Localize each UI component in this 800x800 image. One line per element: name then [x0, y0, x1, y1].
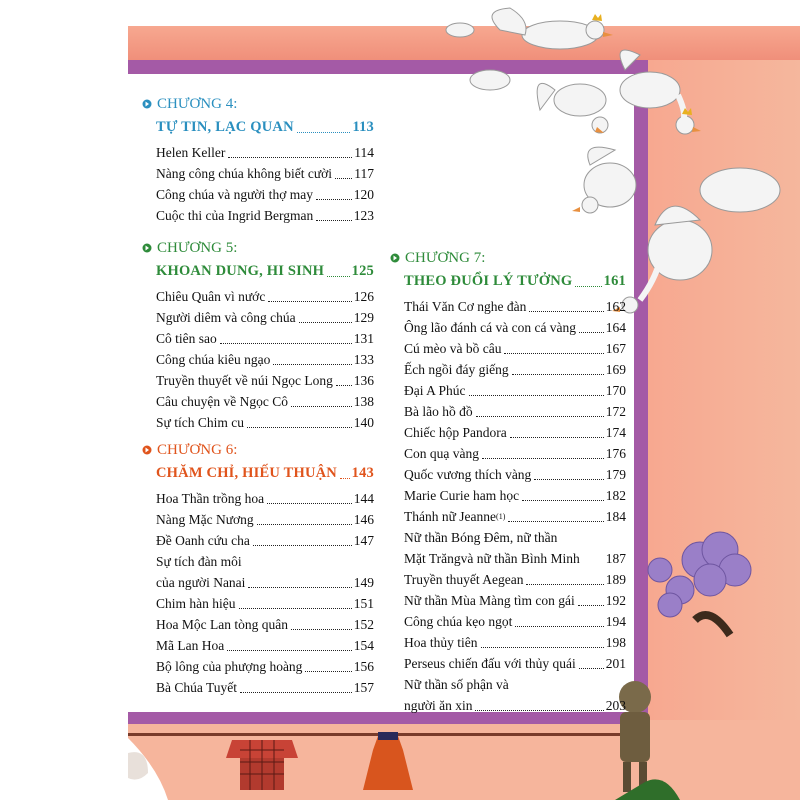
chapter-page: 113	[352, 119, 374, 135]
entry-title: Ông lão đánh cá và con cá vàng	[404, 320, 577, 335]
toc-entry	[156, 307, 374, 328]
toc-entry	[156, 205, 374, 226]
entry-page: 129	[353, 310, 374, 325]
toc-entry	[156, 163, 374, 184]
toc-entry	[404, 443, 626, 464]
entry-page: 131	[353, 331, 374, 346]
toc-entry	[156, 551, 374, 593]
entry-page: 169	[605, 362, 626, 377]
toc-entry	[404, 338, 626, 359]
entry-title: Cuộc thi của Ingrid Bergman	[156, 208, 314, 223]
chapter-7-title	[404, 271, 626, 292]
entry-title: Nữ thần Mùa Màng tìm con gái	[404, 593, 575, 608]
chapter-5	[142, 238, 374, 433]
entry-page: 172	[605, 404, 626, 419]
entry-page: 156	[353, 659, 374, 674]
toc-entry	[156, 349, 374, 370]
entry-title-line2: của người Nanai	[156, 575, 246, 590]
entry-page: 203	[605, 698, 626, 713]
bullet-arrow-icon	[142, 243, 152, 253]
entry-title: Chiếc hộp Pandora	[404, 425, 507, 440]
entry-title: Mã Lan Hoa	[156, 638, 225, 653]
entry-page: 136	[353, 373, 374, 388]
entry-title: Câu chuyện về Ngọc Cô	[156, 394, 288, 409]
entry-page: 114	[354, 145, 374, 160]
bullet-arrow-icon	[142, 445, 152, 455]
toc-entry	[404, 296, 626, 317]
entry-page: 123	[353, 208, 374, 223]
entry-title-line2: người ăn xin	[404, 698, 473, 713]
toc-entry	[404, 653, 626, 674]
toc-entry	[404, 569, 626, 590]
toc-entry	[156, 488, 374, 509]
chapter-page: 125	[351, 263, 374, 279]
entry-page: 198	[605, 635, 626, 650]
entry-page: 140	[353, 415, 374, 430]
toc-entry	[156, 677, 374, 698]
toc-entry	[404, 422, 626, 443]
entry-page: 184	[605, 509, 626, 524]
entry-title: Đề Oanh cứu cha	[156, 533, 250, 548]
toc-entry	[404, 359, 626, 380]
entry-page: 192	[605, 593, 626, 608]
toc-entry	[404, 401, 626, 422]
entry-page: 194	[605, 614, 626, 629]
entry-page: 167	[605, 341, 626, 356]
chapter-5-number: CHƯƠNG 5:	[157, 240, 238, 256]
entry-title: Bà lão hồ đồ	[404, 404, 473, 419]
toc-entry	[156, 530, 374, 551]
entry-title: Quốc vương thích vàng	[404, 467, 532, 482]
entry-title: Marie Curie ham học	[404, 488, 520, 503]
toc-entry	[404, 485, 626, 506]
entry-page: 157	[353, 680, 374, 695]
toc-entry	[404, 506, 626, 527]
entry-title: Ếch ngồi đáy giếng	[404, 362, 509, 377]
toc-entry	[156, 509, 374, 530]
entry-title: Con quạ vàng	[404, 446, 479, 461]
entry-title: Cô tiên sao	[156, 331, 217, 346]
chapter-4-heading	[142, 94, 374, 114]
entry-title: Chim hàn hiệu	[156, 596, 236, 611]
toc-entry	[404, 317, 626, 338]
entry-title: Hoa Mộc Lan tòng quân	[156, 617, 288, 632]
chapter-7-heading	[390, 248, 626, 268]
laundry-illustration	[128, 728, 648, 800]
entry-title: Thánh nữ Jeanne	[404, 509, 497, 524]
chapter-7	[390, 248, 626, 716]
chapter-4	[142, 94, 374, 226]
entry-page: 120	[353, 187, 374, 202]
toc-entry	[404, 380, 626, 401]
entry-page: 174	[605, 425, 626, 440]
entry-title: Sự tích Chim cu	[156, 415, 244, 430]
entry-title: Helen Keller	[156, 145, 226, 160]
toc-entry	[404, 674, 626, 716]
chapter-title-text: CHĂM CHỈ, HIẾU THUẬN	[156, 465, 337, 481]
entry-page: 170	[605, 383, 626, 398]
chapter-5-title	[156, 261, 374, 282]
chapter-title-text: THEO ĐUỔI LÝ TƯỞNG	[404, 273, 573, 289]
entry-title: Bà Chúa Tuyết	[156, 680, 238, 695]
entry-title: Hoa Thần trồng hoa	[156, 491, 265, 506]
chapter-4-title	[156, 117, 374, 138]
entry-title: Bộ lông của phượng hoàng	[156, 659, 303, 674]
chapter-6	[142, 440, 374, 698]
entry-page: 146	[353, 512, 374, 527]
chapter-title-text: TỰ TIN, LẠC QUAN	[156, 119, 294, 135]
entry-title: Công chúa kẹo ngọt	[404, 614, 513, 629]
toc-entry	[156, 656, 374, 677]
entry-page: 151	[353, 596, 374, 611]
toc-entry	[156, 328, 374, 349]
bullet-arrow-icon	[390, 253, 400, 263]
toc-entry	[156, 370, 374, 391]
entry-page: 189	[605, 572, 626, 587]
entry-title: Nàng Mặc Nương	[156, 512, 254, 527]
toc-entry	[156, 614, 374, 635]
flowers-illustration	[640, 510, 800, 650]
toc-entry	[156, 412, 374, 433]
chapter-page: 161	[603, 273, 626, 289]
entry-page: 182	[605, 488, 626, 503]
entry-page: 152	[353, 617, 374, 632]
toc-entry	[404, 632, 626, 653]
entry-title: Nàng công chúa không biết cười	[156, 166, 333, 181]
entry-page: 147	[353, 533, 374, 548]
chapter-7-number: CHƯƠNG 7:	[405, 250, 486, 266]
toc-entry	[156, 593, 374, 614]
bullet-arrow-icon	[142, 99, 152, 109]
entry-title: Sự tích đàn môi	[156, 554, 242, 569]
chapter-title-text: KHOAN DUNG, HI SINH	[156, 263, 325, 279]
footnote-marker: (1)	[496, 512, 506, 521]
toc-entry	[404, 527, 626, 569]
entry-page: 187	[605, 551, 626, 566]
entry-title: Truyền thuyết về núi Ngọc Long	[156, 373, 333, 388]
toc-entry	[156, 635, 374, 656]
entry-title: Người diêm và công chúa	[156, 310, 296, 325]
toc-entry	[404, 590, 626, 611]
entry-page: 176	[605, 446, 626, 461]
entry-page: 179	[605, 467, 626, 482]
chapter-5-heading	[142, 238, 374, 258]
entry-title: Công chúa kiêu ngạo	[156, 352, 271, 367]
entry-title: Hoa thủy tiên	[404, 635, 478, 650]
entry-title: Chiêu Quân vì nước	[156, 289, 266, 304]
toc-entry	[156, 142, 374, 163]
entry-title-line2: Mặt Trăngvà nữ thần Bình Minh	[404, 551, 580, 566]
chapter-6-heading	[142, 440, 374, 460]
entry-title: Perseus chiến đấu với thủy quái	[404, 656, 576, 671]
entry-page: 154	[353, 638, 374, 653]
chapter-6-number: CHƯƠNG 6:	[157, 442, 238, 458]
entry-title: Nữ thần Bóng Đêm, nữ thần	[404, 530, 558, 545]
toc-entry	[156, 286, 374, 307]
entry-title: Cú mèo và bồ câu	[404, 341, 502, 356]
chapter-4-number: CHƯƠNG 4:	[157, 96, 238, 112]
entry-page: 201	[605, 656, 626, 671]
entry-page: 144	[353, 491, 374, 506]
entry-title: Truyền thuyết Aegean	[404, 572, 524, 587]
entry-page: 117	[354, 166, 374, 181]
entry-page: 133	[353, 352, 374, 367]
entry-page: 126	[353, 289, 374, 304]
toc-entry	[404, 611, 626, 632]
entry-title: Nữ thần số phận và	[404, 677, 509, 692]
entry-page: 162	[605, 299, 626, 314]
entry-title: Thái Văn Cơ nghe đàn	[404, 299, 527, 314]
entry-page: 164	[605, 320, 626, 335]
toc-entry	[404, 464, 626, 485]
chapter-page: 143	[351, 465, 374, 481]
toc-entry	[156, 391, 374, 412]
chapter-6-title	[156, 463, 374, 484]
entry-page: 138	[353, 394, 374, 409]
entry-title: Công chúa và người thợ may	[156, 187, 313, 202]
entry-page: 149	[353, 575, 374, 590]
toc-entry	[156, 184, 374, 205]
entry-title: Đại A Phúc	[404, 383, 466, 398]
